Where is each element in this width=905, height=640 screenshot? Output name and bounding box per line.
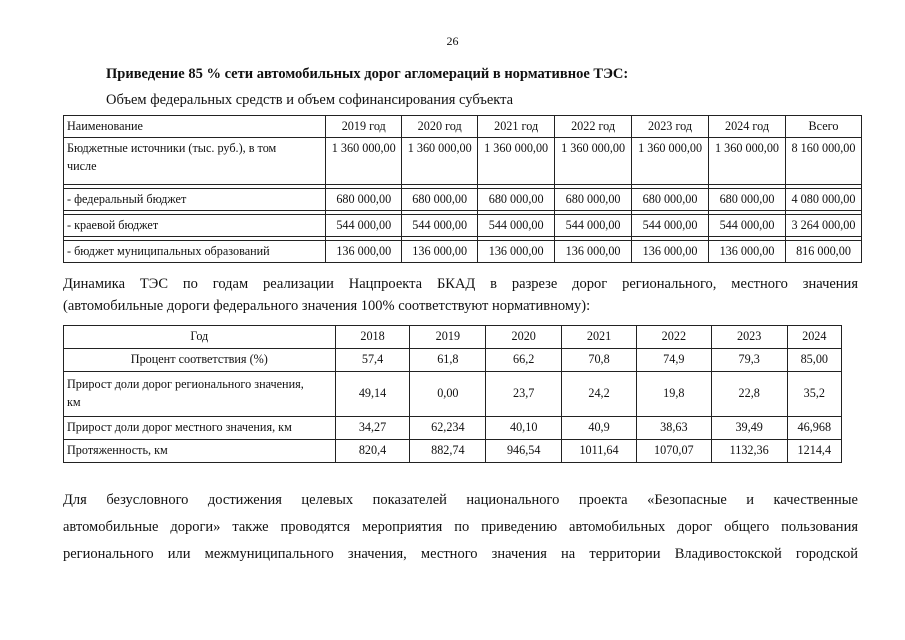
table-cell: 1 360 000,00	[555, 138, 632, 185]
table-cell: 22,8	[711, 372, 787, 417]
header-cell: Наименование	[64, 116, 326, 138]
table-cell: 1132,36	[711, 440, 787, 463]
section-heading: Приведение 85 % сети автомобильных дорог агломераций в нормативное ТЭС:	[106, 66, 629, 82]
paragraph-line: автомобильные дороги» также проводятся мероприятия по приведению автомобильных дорог общего пользования	[63, 519, 858, 535]
table-row	[64, 417, 842, 440]
table-header-row	[64, 326, 842, 349]
table-cell: 136 000,00	[326, 241, 402, 263]
table-cell: 136 000,00	[555, 241, 632, 263]
table-cell: 946,54	[486, 440, 562, 463]
table-cell: 680 000,00	[555, 189, 632, 211]
table-row	[64, 138, 862, 185]
header-cell: 2024	[787, 326, 841, 349]
table-cell: 34,27	[335, 417, 410, 440]
table-cell: 79,3	[711, 349, 787, 372]
header-cell: 2024 год	[709, 116, 786, 138]
table-cell: 680 000,00	[709, 189, 786, 211]
table-cell: 66,2	[486, 349, 562, 372]
table-header-row	[64, 116, 862, 138]
table-cell: 680 000,00	[478, 189, 555, 211]
table-row	[64, 215, 862, 237]
row-label: Прирост доли дорог местного значения, км	[64, 417, 336, 440]
table-cell: 62,234	[410, 417, 486, 440]
row-label-line: Прирост доли дорог регионального значения,	[67, 377, 304, 392]
table-cell: 40,10	[486, 417, 562, 440]
table-cell: 1070,07	[636, 440, 711, 463]
table-cell: 1011,64	[562, 440, 637, 463]
table-cell: 816 000,00	[785, 241, 861, 263]
row-label: - краевой бюджет	[64, 215, 326, 237]
table-cell: 882,74	[410, 440, 486, 463]
table-cell: 1 360 000,00	[402, 138, 478, 185]
paragraph-line: регионального или межмуниципального значения, местного значения на территории Владивостокской городской	[63, 546, 858, 562]
header-cell: 2019	[410, 326, 486, 349]
table-row	[64, 189, 862, 211]
table-cell: 136 000,00	[632, 241, 709, 263]
table-cell: 38,63	[636, 417, 711, 440]
table-cell: 136 000,00	[478, 241, 555, 263]
header-cell: 2022 год	[555, 116, 632, 138]
table-cell: 3 264 000,00	[785, 215, 861, 237]
table-cell: 1 360 000,00	[326, 138, 402, 185]
header-cell: 2023	[711, 326, 787, 349]
table-cell: 85,00	[787, 349, 841, 372]
header-cell: Год	[64, 326, 336, 349]
table-cell: 23,7	[486, 372, 562, 417]
header-cell: 2019 год	[326, 116, 402, 138]
table-cell: 136 000,00	[402, 241, 478, 263]
section-subheading: Объем федеральных средств и объем софинансирования субъекта	[106, 92, 514, 108]
table-cell: 820,4	[335, 440, 410, 463]
row-label-line: км	[67, 395, 81, 409]
header-cell: 2023 год	[632, 116, 709, 138]
table-cell: 544 000,00	[555, 215, 632, 237]
table-row	[64, 440, 842, 463]
table-cell: 680 000,00	[326, 189, 402, 211]
paragraph-line: Для безусловного достижения целевых показателей национального проекта «Безопасные и качественные	[63, 492, 858, 508]
table-cell: 24,2	[562, 372, 637, 417]
paragraph-line: (автомобильные дороги федерального значения 100% соответствуют нормативному):	[63, 298, 591, 314]
header-cell: 2022	[636, 326, 711, 349]
header-cell: 2020 год	[402, 116, 478, 138]
table-cell: 39,49	[711, 417, 787, 440]
road-condition-table	[63, 325, 842, 463]
table-cell: 544 000,00	[402, 215, 478, 237]
funding-table	[63, 115, 862, 263]
table-cell: 1 360 000,00	[709, 138, 786, 185]
table-cell: 136 000,00	[709, 241, 786, 263]
table-cell: 8 160 000,00	[785, 138, 861, 185]
row-label	[64, 372, 336, 417]
table-cell: 1 360 000,00	[632, 138, 709, 185]
row-label	[64, 138, 326, 185]
table-cell: 544 000,00	[326, 215, 402, 237]
header-cell: 2018	[335, 326, 410, 349]
table-cell: 1214,4	[787, 440, 841, 463]
table-cell: 35,2	[787, 372, 841, 417]
table-cell: 70,8	[562, 349, 637, 372]
table-cell: 544 000,00	[709, 215, 786, 237]
table-cell: 0,00	[410, 372, 486, 417]
row-label: - федеральный бюджет	[64, 189, 326, 211]
row-label: - бюджет муниципальных образований	[64, 241, 326, 263]
table-row	[64, 241, 862, 263]
header-cell: 2020	[486, 326, 562, 349]
table-row	[64, 349, 842, 372]
paragraph-line: Динамика ТЭС по годам реализации Нацпроекта БКАД в разрезе дорог регионального, местного значения	[63, 276, 858, 292]
page-number: 26	[446, 34, 459, 48]
table-cell: 544 000,00	[632, 215, 709, 237]
table-cell: 680 000,00	[402, 189, 478, 211]
table-cell: 680 000,00	[632, 189, 709, 211]
header-cell: 2021	[562, 326, 637, 349]
table-cell: 57,4	[335, 349, 410, 372]
table-cell: 40,9	[562, 417, 637, 440]
table-cell: 74,9	[636, 349, 711, 372]
row-label-line: числе	[67, 158, 97, 173]
row-label: Протяженность, км	[64, 440, 336, 463]
table-cell: 49,14	[335, 372, 410, 417]
header-cell: Всего	[785, 116, 861, 138]
table-cell: 19,8	[636, 372, 711, 417]
row-label: Процент соответствия (%)	[64, 349, 336, 372]
table-cell: 544 000,00	[478, 215, 555, 237]
row-label-line: Бюджетные источники (тыс. руб.), в том	[67, 141, 277, 155]
table-cell: 4 080 000,00	[785, 189, 861, 211]
table-cell: 61,8	[410, 349, 486, 372]
header-cell: 2021 год	[478, 116, 555, 138]
table-row	[64, 372, 842, 417]
table-cell: 1 360 000,00	[478, 138, 555, 185]
table-cell: 46,968	[787, 417, 841, 440]
